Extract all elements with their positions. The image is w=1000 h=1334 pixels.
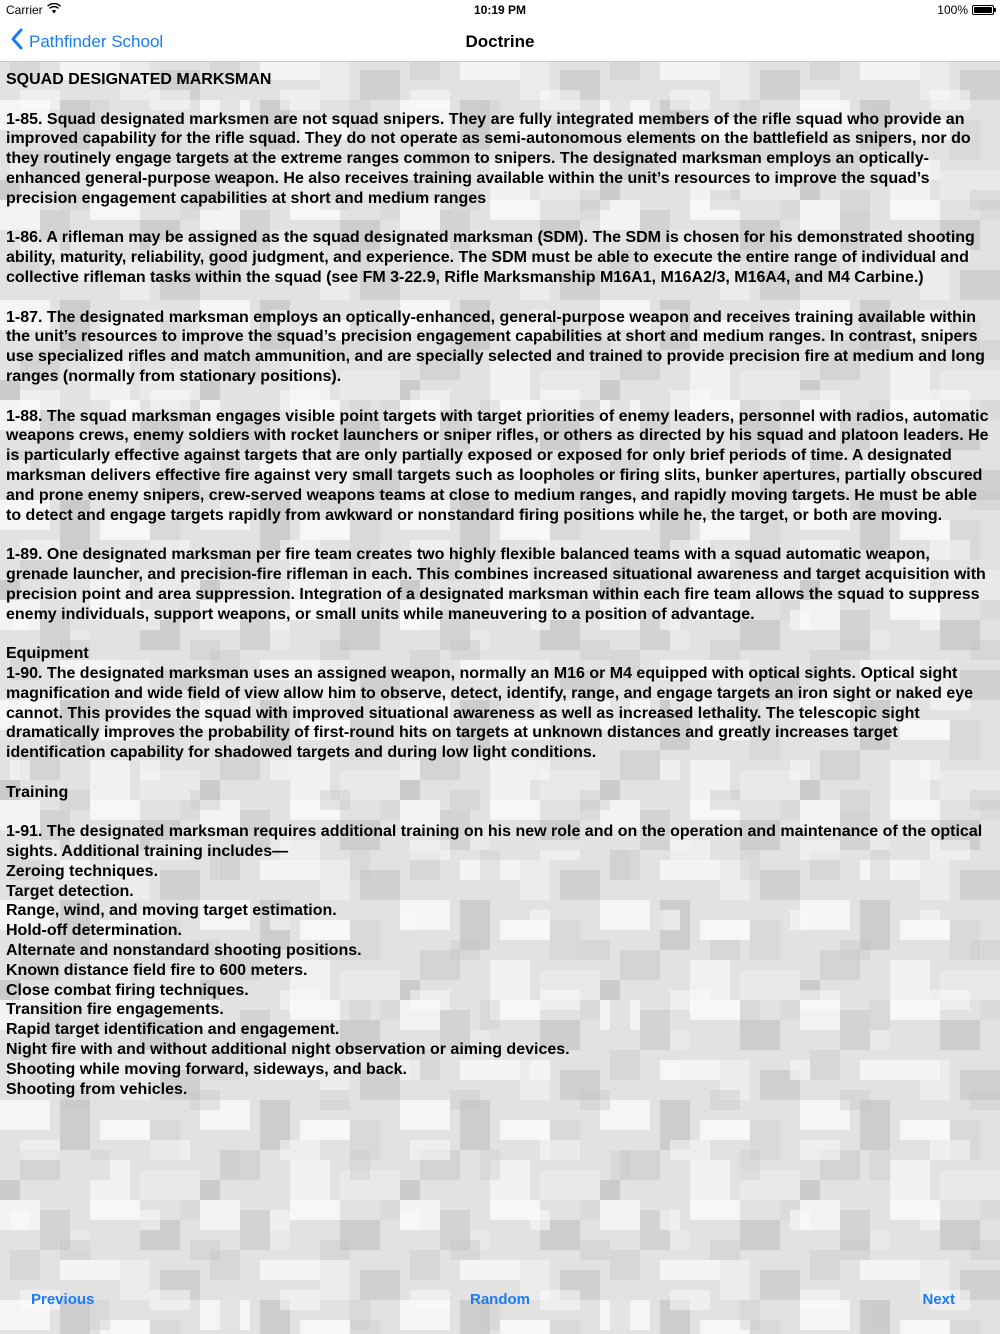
random-button-wrapper (0, 1291, 1000, 1308)
previous-button[interactable]: Previous (31, 1291, 95, 1308)
training-section (6, 822, 996, 1099)
carrier-label: Carrier (6, 3, 43, 17)
article-text (6, 70, 996, 1099)
equipment-heading: Equipment (6, 645, 89, 663)
back-button-label: Pathfinder School (29, 31, 164, 51)
paragraph-1-87: 1-87. The designated marksman employs an optically-enhanced, general-purpose weapon and receives training available within the unit’s resources to improve the squad’s precision engagement capabilities at short and medium ranges. In contrast, snipers use specialized rifles and match ammunition, and are specially selected and trained to provide precision fire at medium and long ranges (normally from stationary positions). (6, 308, 985, 385)
random-button[interactable]: Random (470, 1291, 530, 1308)
list-item: Shooting from vehicles. (6, 1080, 188, 1098)
training-heading: Training (6, 783, 69, 801)
list-item: Close combat firing techniques. (6, 981, 249, 999)
navigation-bar (0, 22, 1000, 62)
list-item: Night fire with and without additional night observation or aiming devices. (6, 1041, 570, 1059)
list-item: Hold-off determination. (6, 922, 182, 940)
battery-percent: 100% (937, 3, 968, 17)
status-bar (0, 0, 1000, 22)
list-item: Shooting while moving forward, sideways, and back. (6, 1060, 407, 1078)
paragraph-1-89: 1-89. One designated marksman per fire team creates two highly flexible balanced teams with a squad automatic weapon, grenade launcher, and precision-fire rifleman in each. This combines increased situational awareness and target acquisition with precision point and area suppression. Integration of a designated marksman within each fire team allows the squad to suppress enemy individuals, support weapons, or small units while maneuvering to a position of advantage. (6, 546, 986, 623)
equipment-section (6, 644, 996, 763)
list-item: Range, wind, and moving target estimation. (6, 902, 337, 920)
paragraph-1-85: 1-85. Squad designated marksmen are not squad snipers. They are fully integrated members of the rifle squad who provide an improved capability for the rifle squad. They do not operate as semi-autonomous elements on the battlefield as snipers, nor do they routinely engage targets at the extreme ranges common to snipers. The designated marksman employs an optically-enhanced general-purpose weapon. He also receives training available within the unit’s resources to improve the squad’s precision engagement capabilities at short and medium ranges (6, 110, 971, 207)
paragraph-1-88: 1-88. The squad marksman engages visible point targets with target priorities of enemy leaders, personnel with radios, automatic weapons crews, enemy soldiers with rocket launchers or sniper rifles, or others as directed by his squad and platoon leaders. He is particularly effective against targets that are only partially exposed or exposed for only brief periods of time. A designated marksman delivers effective fire against very small targets such as loopholes or firing slits, bunker apertures, partially obscured and prone enemy snipers, crew-served weapons teams at close to medium ranges, and rapidly moving targets. He must be able to detect and engage targets rapidly from awkward or nonstandard firing positions while he, the target, or both are moving. (6, 407, 989, 524)
next-button[interactable]: Next (922, 1291, 955, 1308)
page-title: Doctrine (465, 32, 535, 51)
list-item: Transition fire engagements. (6, 1001, 224, 1019)
status-right (937, 3, 994, 17)
article-heading: SQUAD DESIGNATED MARKSMAN (6, 71, 272, 88)
list-item: Rapid target identification and engagement. (6, 1021, 340, 1039)
paragraph-1-86: 1-86. A rifleman may be assigned as the squad designated marksman (SDM). The SDM is chosen for his demonstrated shooting ability, maturity, reliability, good judgment, and experience. The SDM must be able to execute the entire range of individual and collective rifleman tasks within the squad (see FM 3-22.9, Rifle Marksmanship M16A1, M16A2/3, M16A4, and M4 Carbine.) (6, 229, 975, 286)
list-item: Target detection. (6, 882, 134, 900)
bottom-toolbar (0, 1280, 1000, 1320)
paragraph-1-90: 1-90. The designated marksman uses an assigned weapon, normally an M16 or M4 equipped with optical sights. Optical sight magnification and wide field of view allow him to observe, detect, identify, range, and engage targets an iron sight or naked eye cannot. This provides the squad with improved situational awareness as well as increased lethality. The telescopic sight dramatically improves the probability of first-round hits on targets at unknown distances and greatly increases target identification capability for shadowed targets and during low light conditions. (6, 664, 974, 762)
list-item: Zeroing techniques. (6, 862, 159, 880)
battery-icon (972, 5, 994, 15)
list-item: Alternate and nonstandard shooting positions. (6, 942, 362, 960)
status-time: 10:19 PM (473, 3, 527, 17)
list-item: Known distance field fire to 600 meters. (6, 961, 308, 979)
paragraph-1-91: 1-91. The designated marksman requires additional training on his new role and on the operation and maintenance of the optical sights. Additional training includes— (6, 823, 983, 861)
